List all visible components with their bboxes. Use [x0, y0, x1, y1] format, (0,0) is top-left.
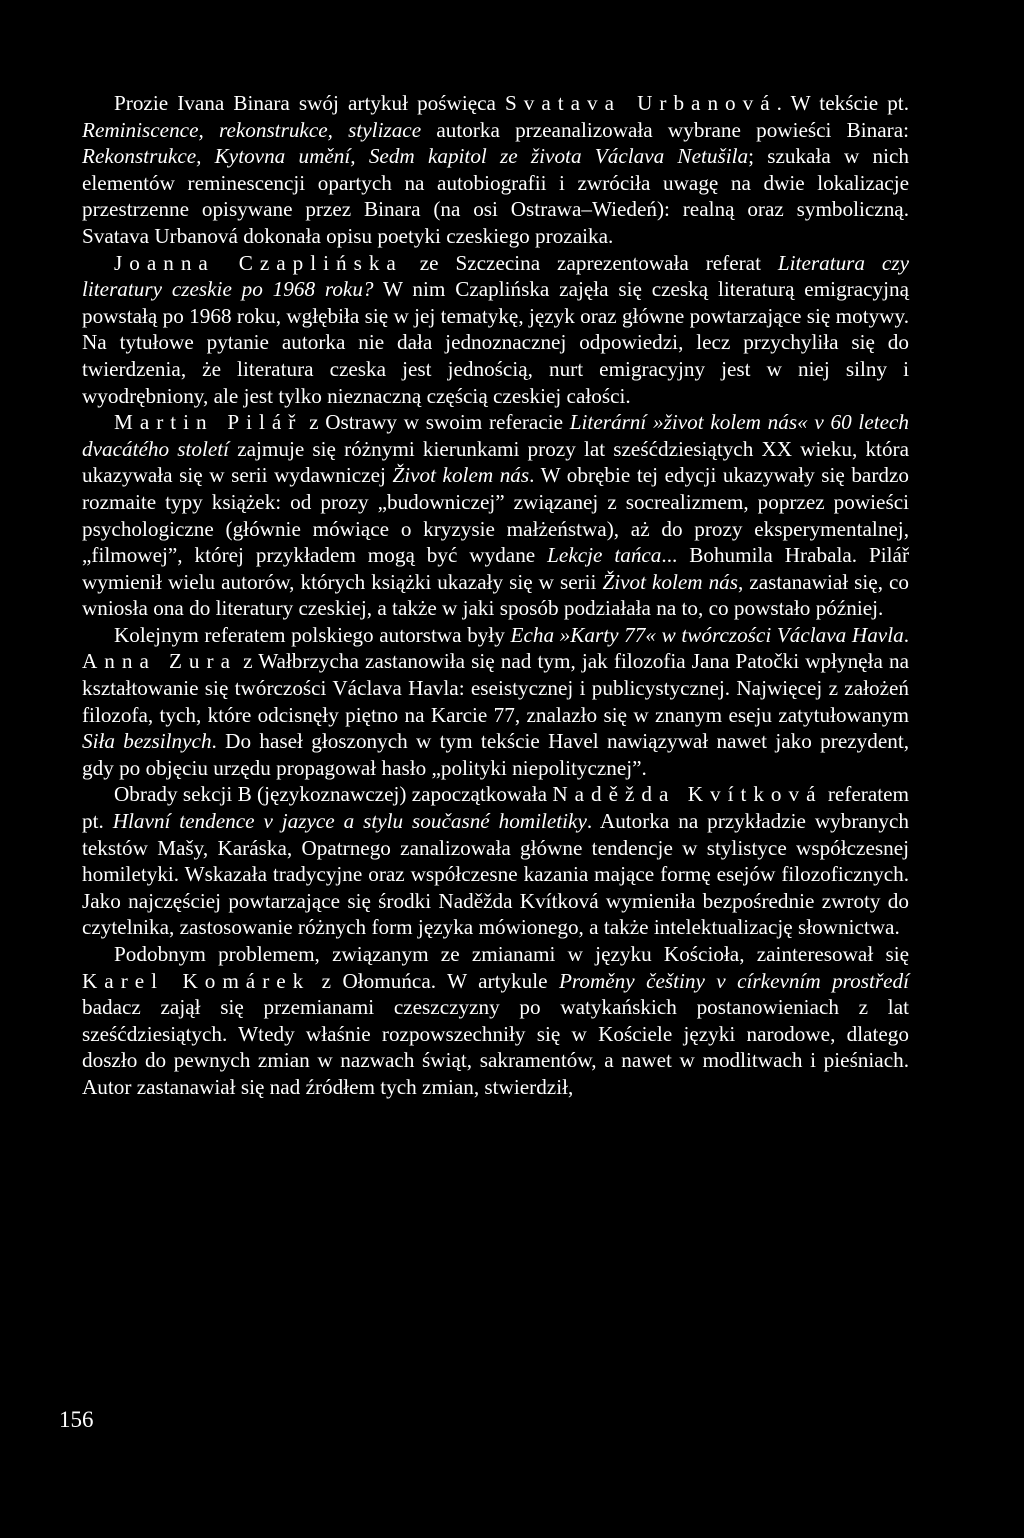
- author-name: Karel Komárek: [82, 968, 311, 993]
- text-run: z Ostrawy w swoim referacie: [302, 410, 570, 435]
- italic-title: Rekonstrukce, Kytovna umění, Sedm kapitol ze života Václava Netušila: [82, 144, 749, 169]
- paragraph: [82, 90, 909, 250]
- text-run: .: [903, 622, 909, 647]
- italic-title: Hlavní tendence v jazyce a stylu současné homiletiky: [112, 809, 587, 834]
- author-name: Svatava Urbanová: [505, 91, 777, 115]
- text-run: . Do haseł głoszonych w tym tekście Havel nawiązywał nawet jako prezydent, gdy po objęciu urzędu propagował hasło „polityki niepolitycznej”.: [82, 729, 910, 780]
- italic-title: Echa »Karty 77« w twórczości Václava Havla: [510, 622, 904, 647]
- text-run: ; szukała w nich elementów reminescencji opartych na autobiografii i zwróciła uwagę na dwie lokalizacje przestrzenne opisywane przez Binara (na osi Ostrawa–Wiedeń): realną oraz symboliczną. Svatava Urbanová dokonała opisu poetyki czeskiego prozaika.: [82, 144, 909, 248]
- text-run: . Autorka na przykładzie wybranych tekstów Mašy, Karáska, Opatrnego zanalizowała główne tendencje w stylistyce współczesnej homiletyki. Wskazała tradycyjne oraz współczesne kazania mające formę esejów filozoficznych. Jako najczęściej powtarzające się środki Naděžda Kvítková wymieniła bezpośrednie zwroty do czytelnika, zastosowanie różnych form języka mówionego, a także intelektualizację słownictwa.: [82, 809, 909, 940]
- italic-title: Literatura czy literatury czeskie po 1968 roku?: [82, 250, 909, 302]
- italic-title: Reminiscence, rekonstrukce, stylizace: [82, 117, 422, 142]
- page-number: 156: [59, 1407, 94, 1432]
- text-run: autorka przeanalizowała wybrane powieści Binara:: [421, 117, 909, 142]
- text-run: Kolejnym referatem polskiego autorstwa były: [114, 622, 511, 647]
- paragraph: [82, 250, 909, 410]
- text-run: , zastanawiał się, co wniosła ona do literatury czeskiej, a także w jaki sposób podziałała na to, co powstało później.: [82, 569, 909, 621]
- paragraph: [82, 622, 909, 782]
- text-run: zajmuje się różnymi kierunkami prozy lat sześćdziesiątych XX wieku, która ukazywała się w serii wydawniczej: [82, 436, 909, 488]
- italic-title: Proměny češtiny v církevním prostředí: [558, 968, 909, 993]
- text-run: W nim Czaplińska zajęła się czeską literaturą emigracyjną powstałą po 1968 roku, wgłębiła się w jej tematykę, język oraz główne powtarzające się motywy. Na tytułowe pytanie autorka nie dała jednoznacznej odpowiedzi, lecz przychyliła się do twierdzenia, że literatura czeska jest jednością, nurt emigracyjny jest w niej silny i wyodrębniony, ale jest tylko nieznaczną częścią czeskiej całości.: [82, 277, 910, 408]
- author-name: Anna Zura: [82, 649, 237, 674]
- italic-title: Siła bezsilnych: [82, 729, 212, 754]
- paragraph: [82, 409, 909, 622]
- text-run: ... Bohumila Hrabala. Pilář wymienił wielu autorów, których książki ukazały się w serii: [82, 543, 909, 594]
- text-run: ze Szczecina zaprezentowała referat: [402, 250, 778, 275]
- italic-title: Lekcje tańca: [547, 543, 662, 568]
- text-run: badacz zajął się przemianami czeszczyzny po watykańskich postanowieniach z lat sześćdziesiątych. Wtedy właśnie rozpowszechniły się w Kościele języki narodowe, dlatego doszło do pewnych zmian w nazwach świąt, sakramentów, a nawet w modlitwach i pieśniach. Autor zastanawiał się nad źródłem tych zmian, stwierdził,: [82, 995, 909, 1099]
- text-run: Podobnym problemem, związanym ze zmianami w języku Kościoła, zainteresował się: [114, 942, 909, 966]
- text-run: referatem pt.: [82, 782, 909, 834]
- author-name: Martin Pilář: [114, 410, 303, 435]
- italic-title: Literární »život kolem nás« v 60 letech dvacátého století: [82, 410, 910, 461]
- paragraph: [82, 781, 909, 941]
- paragraph: [82, 941, 909, 1101]
- italic-title: Život kolem nás: [392, 463, 530, 488]
- text-run: . W obrębie tej edycji ukazywały się bardzo rozmaite typy książek: od prozy „budowniczej” związanej z socrealizmem, poprzez powieści psychologiczne (głównie mówiące o kryzysie małżeństwa), aż do prozy eksperymentalnej, „filmowej”, której przykładem mogą być wydane: [82, 463, 909, 568]
- text-run: . W tekście pt.: [776, 91, 909, 115]
- italic-title: Život kolem nás: [602, 569, 739, 594]
- text-column: [82, 90, 909, 1101]
- text-run: z Ołomuńca. W artykule: [310, 968, 559, 993]
- text-run: Obrady sekcji B (językoznawczej) zapoczątkowała: [114, 782, 553, 807]
- author-name: Naděžda Kvítková: [552, 782, 823, 807]
- text-run: z Wałbrzycha zastanowiła się nad tym, jak filozofia Jana Patočki wpłynęła na kształtowanie się twórczości Václava Havla: eseistycznej i publicystycznej. Najwięcej z założeń filozofa, tych, które odcisnęły piętno na Karcie 77, znalazło się w znanym eseju zatytułowanym: [82, 649, 909, 727]
- author-name: Joanna Czaplińska: [114, 250, 403, 275]
- text-run: Prozie Ivana Binara swój artykuł poświęca: [114, 91, 505, 115]
